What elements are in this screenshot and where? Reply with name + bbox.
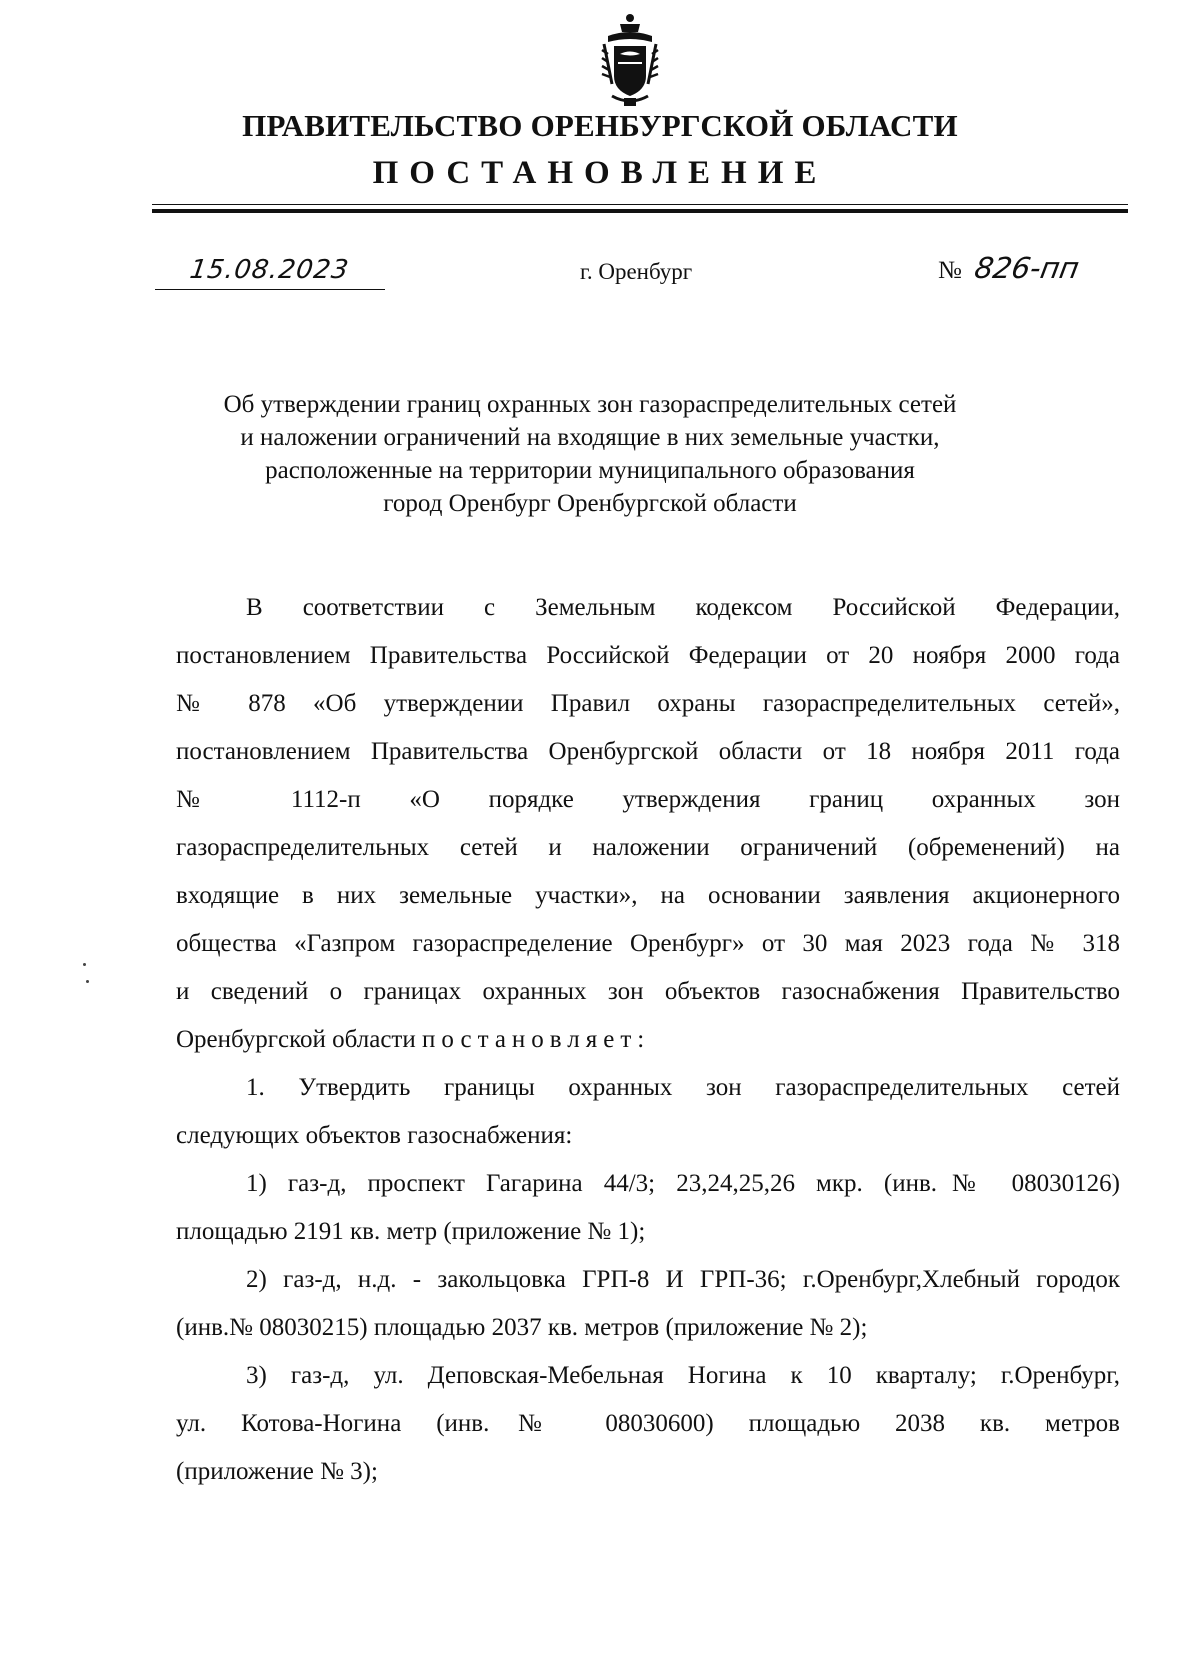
decree-word: постановляет:: [421, 1026, 651, 1053]
body-line: ул. Котова-Ногина (инв.№ 08030600) площадью 2038 кв. метров: [176, 1410, 1120, 1437]
scan-speck: [86, 980, 89, 983]
body-line: общества «Газпром газораспределение Оренбург» от 30 мая 2023 года № 318: [176, 930, 1120, 957]
document-subject: [150, 388, 1030, 520]
body-line: входящие в них земельные участки», на основании заявления акционерного: [176, 882, 1120, 909]
body-line: площадью 2191 кв. метр (приложение № 1);: [176, 1218, 646, 1245]
body-line: В соответствии с Земельным кодексом Российской Федерации,: [246, 594, 1120, 621]
document-number-handwritten: 826-пп: [972, 251, 1082, 285]
body-line: (приложение № 3);: [176, 1458, 378, 1485]
body-line: 3) газ-д, ул. Деповская-Мебельная Ногина к 10 кварталу; г.Оренбург,: [246, 1362, 1120, 1389]
document-body: [176, 584, 1120, 1496]
document-city: г. Оренбург: [580, 259, 693, 284]
body-line-decree: [176, 1016, 1120, 1064]
body-line: газораспределительных сетей и наложении ограничений (обременений) на: [176, 834, 1120, 861]
subject-line: Об утверждении границ охранных зон газораспределительных сетей: [223, 391, 957, 418]
document-number-prefix: №: [938, 257, 962, 284]
header-rule-thin: [152, 204, 1128, 205]
scan-speck: [83, 963, 86, 966]
body-line: постановлением Правительства Оренбургской области от 18 ноября 2011 года: [176, 738, 1120, 765]
header-rule-thick: [152, 209, 1128, 213]
body-line: и сведений о границах охранных зон объектов газоснабжения Правительство: [176, 978, 1120, 1005]
subject-line: расположенные на территории муниципального образования: [265, 457, 915, 484]
body-line-text: Оренбургской области: [176, 1026, 416, 1053]
date-underline: [155, 289, 385, 290]
body-line: № 1112-п «О порядке утверждения границ охранных зон: [176, 786, 1120, 813]
body-line: постановлением Правительства Российской Федерации от 20 ноября 2000 года: [176, 642, 1120, 669]
document-date: [155, 255, 385, 295]
document-date-handwritten: 15.08.2023: [187, 255, 351, 285]
organization-title: ПРАВИТЕЛЬСТВО ОРЕНБУРГСКОЙ ОБЛАСТИ: [242, 108, 958, 143]
document-type-title: ПОСТАНОВЛЕНИЕ: [372, 155, 828, 191]
body-line: 2) газ-д, н.д. - закольцовка ГРП-8 И ГРП-36; г.Оренбург,Хлебный городок: [246, 1266, 1120, 1293]
body-line: (инв.№ 08030215) площадью 2037 кв. метров (приложение № 2);: [176, 1314, 868, 1341]
subject-line: город Оренбург Оренбургской области: [383, 490, 797, 517]
body-line: 1) газ-д, проспект Гагарина 44/3; 23,24,25,26 мкр. (инв.№ 08030126): [246, 1170, 1120, 1197]
coat-of-arms-emblem: [598, 10, 662, 110]
body-line: № 878 «Об утверждении Правил охраны газораспределительных сетей»,: [176, 690, 1120, 717]
body-line: 1. Утвердить границы охранных зон газораспределительных сетей: [246, 1074, 1120, 1101]
subject-line: и наложении ограничений на входящие в них земельные участки,: [240, 424, 940, 451]
body-line: следующих объектов газоснабжения:: [176, 1122, 573, 1149]
